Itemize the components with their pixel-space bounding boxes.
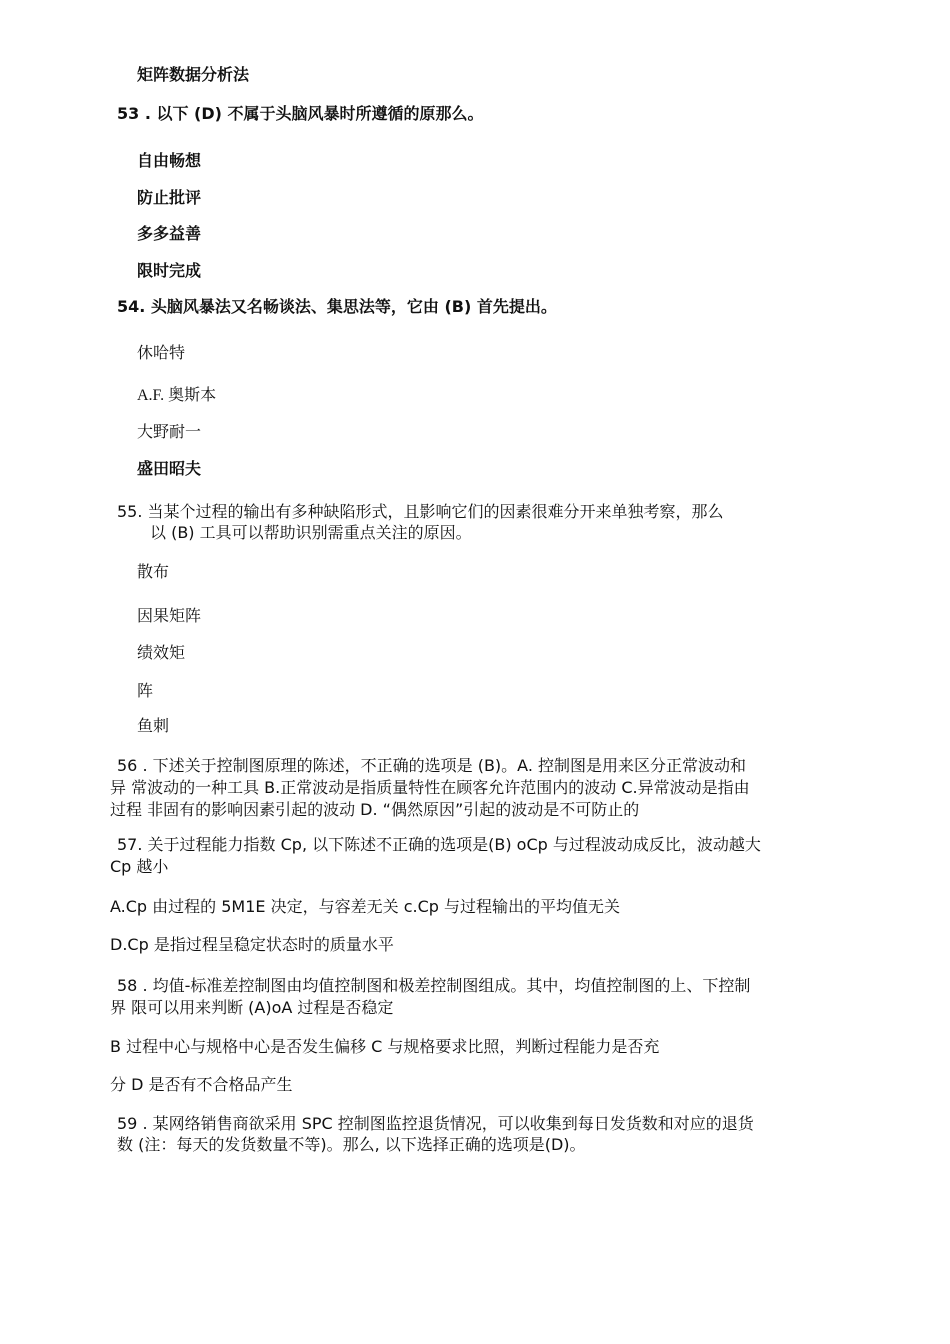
option-text: 自由畅想 <box>137 151 202 170</box>
question-57-options: A.Cp 由过程的 5M1E 决定，与容差无关 c.Cp 与过程输出的平均值无关 <box>110 897 620 916</box>
question-57-line2: Cp 越小 <box>110 857 169 876</box>
question-56-line2: 异 常波动的一种工具 B.正常波动是指质量特性在顾客允许范围内的波动 C.异常波动是指由 <box>110 778 750 797</box>
option-text: 限时完成 <box>137 261 202 280</box>
question-58: 58 . 均值-标准差控制图由均值控制图和极差控制图组成。其中，均值控制图的上、下控制 <box>117 976 751 995</box>
option-text: 因果矩阵 <box>137 606 202 625</box>
question-59-line2: 数 (注：每天的发货数量不等)。那么, 以下选择正确的选项是(D)。 <box>117 1135 586 1154</box>
question-57-option-d: D.Cp 是指过程呈稳定状态时的质量水平 <box>110 935 394 954</box>
question-55-cont: 以 (B) 工具可以帮助识别需重点关注的原因。 <box>150 523 472 542</box>
question-57: 57. 关于过程能力指数 Cp, 以下陈述不正确的选项是(B) oCp 与过程波动成反比，波动越大 <box>117 835 761 854</box>
question-53: 53 . 以下 (D) 不属于头脑风暴时所遵循的原那么。 <box>117 104 484 123</box>
option-text: 鱼刺 <box>137 716 170 735</box>
question-58-line2: 界 限可以用来判断 (A)oA 过程是否稳定 <box>110 998 394 1017</box>
option-text: 阵 <box>137 681 154 700</box>
question-58-line4: 分 D 是否有不合格品产生 <box>110 1075 293 1094</box>
option-text: 休哈特 <box>137 343 186 362</box>
question-59: 59 . 某网络销售商欲采用 SPC 控制图监控退货情况，可以收集到每日发货数和对应的退货 <box>117 1114 754 1133</box>
option-text: 多多益善 <box>137 224 202 243</box>
option-text: 大野耐一 <box>137 422 202 441</box>
question-56: 56 . 下述关于控制图原理的陈述，不正确的选项是 (B)。A. 控制图是用来区分正常波动和 <box>117 756 747 775</box>
option-text: A.F. 奥斯本 <box>137 387 217 404</box>
question-56-line3: 过程 非固有的影响因素引起的波动 D. “偶然原因”引起的波动是不可防止的 <box>110 800 640 819</box>
option-text: 绩效矩 <box>137 643 186 662</box>
option-text: 散布 <box>137 562 170 581</box>
option-text: 矩阵数据分析法 <box>137 65 250 84</box>
question-58-line3: B 过程中心与规格中心是否发生偏移 C 与规格要求比照，判断过程能力是否充 <box>110 1037 660 1056</box>
question-55: 55. 当某个过程的输出有多种缺陷形式，且影响它们的因素很难分开来单独考察，那么 <box>117 502 724 521</box>
question-54: 54. 头脑风暴法又名畅谈法、集思法等，它由 (B) 首先提出。 <box>117 297 557 316</box>
option-text: 防止批评 <box>137 188 202 207</box>
option-text: 盛田昭夫 <box>137 459 202 478</box>
